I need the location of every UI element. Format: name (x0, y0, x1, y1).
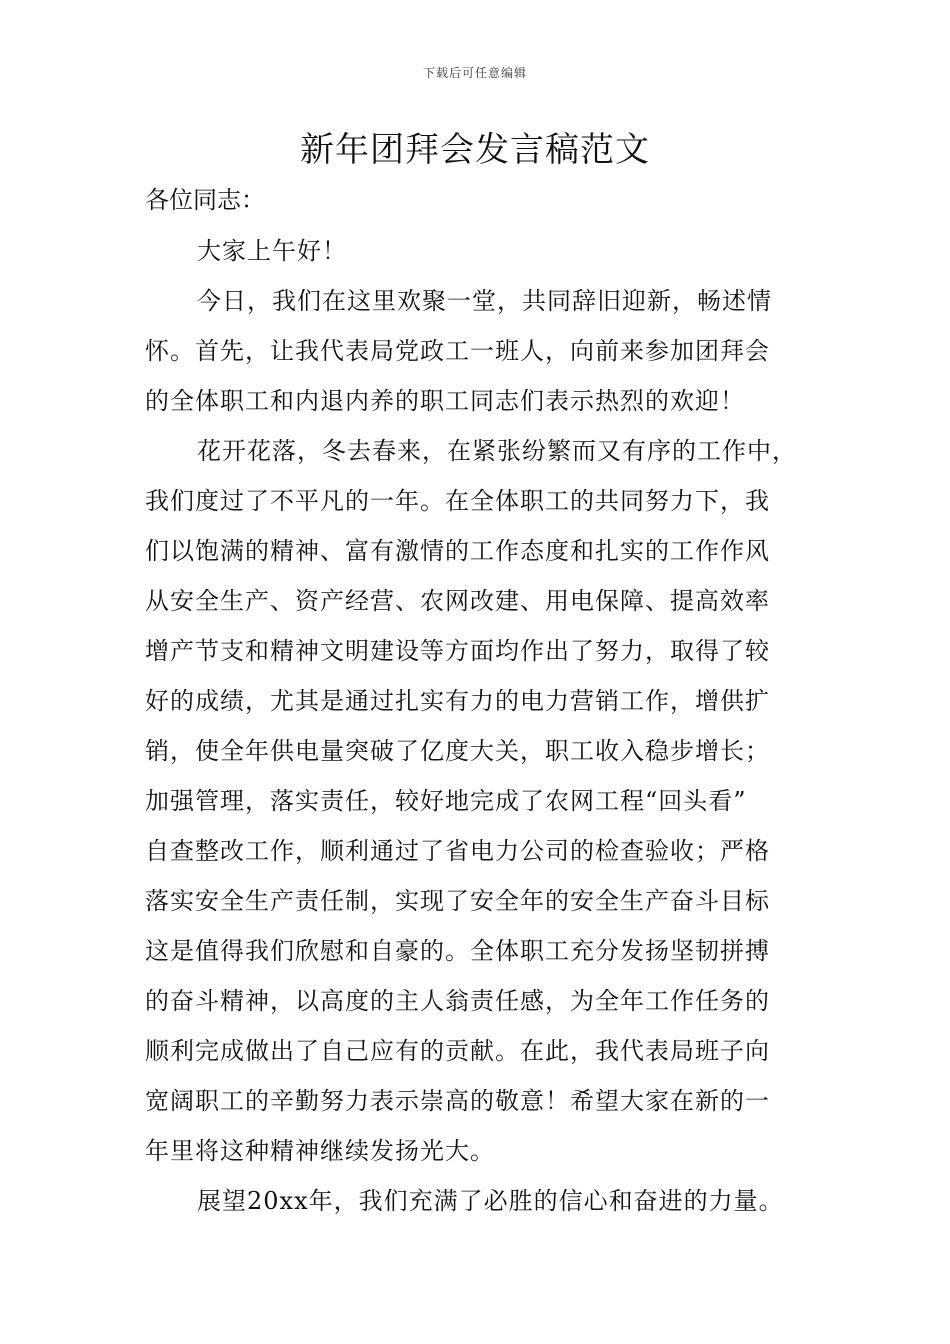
paragraph-outlook (145, 1176, 815, 1226)
document-body (145, 226, 815, 1226)
paragraph-line: 好的成绩，尤其是通过扎实有力的电力营销工作，增供扩 (145, 687, 770, 715)
paragraph-line: 顺利完成做出了自己应有的贡献。在此，我代表局班子向 (145, 1037, 770, 1065)
page-header-note: 下载后可任意编辑 (422, 66, 527, 80)
paragraph-line: 今日，我们在这里欢聚一堂，共同辞旧迎新，畅述情 (197, 287, 772, 315)
paragraph-line: 怀。首先，让我代表局党政工一班人，向前来参加团拜会 (145, 337, 770, 365)
paragraph-line: 我们度过了不平凡的一年。在全体职工的共同努力下，我 (145, 487, 770, 515)
paragraph-line: 增产节支和精神文明建设等方面均作出了努力，取得了较 (145, 637, 770, 665)
paragraph-line: 年里将这种精神继续发扬光大。 (145, 1137, 495, 1165)
paragraph-line: 的全体职工和内退内养的职工同志们表示热烈的欢迎！ (145, 387, 745, 415)
paragraph-line: 从安全生产、资产经营、农网改建、用电保障、提高效率 (145, 587, 770, 615)
paragraph-line: 销，使全年供电量突破了亿度大关，职工收入稳步增长； (145, 737, 770, 765)
paragraph-line: 们以饱满的精神、富有激情的工作态度和扎实的工作作风 (145, 537, 770, 565)
paragraph-greeting (145, 226, 815, 276)
paragraph-line: 加强管理，落实责任，较好地完成了农网工程“回头看” (145, 787, 747, 815)
paragraph-welcome (145, 276, 815, 426)
paragraph-line: 这是值得我们欣慰和自豪的。全体职工充分发扬坚韧拼搏 (145, 937, 770, 965)
paragraph-line: 落实安全生产责任制，实现了安全年的安全生产奋斗目标 (145, 887, 770, 915)
paragraph-line: 自查整改工作，顺利通过了省电力公司的检查验收；严格 (145, 837, 770, 865)
paragraph-line: 宽阔职工的辛勤努力表示崇高的敬意！希望大家在新的一 (145, 1087, 770, 1115)
paragraph-line: 花开花落，冬去春来，在紧张纷繁而又有序的工作中， (197, 437, 797, 465)
paragraph-line: 的奋斗精神，以高度的主人翁责任感，为全年工作任务的 (145, 987, 770, 1015)
salutation: 各位同志： (145, 186, 265, 214)
paragraph-line: 展望20xx年，我们充满了必胜的信心和奋进的力量。 (197, 1187, 784, 1215)
document-title: 新年团拜会发言稿范文 (300, 130, 650, 170)
paragraph-line: 大家上午好！ (197, 237, 347, 265)
paragraph-review (145, 426, 815, 1176)
